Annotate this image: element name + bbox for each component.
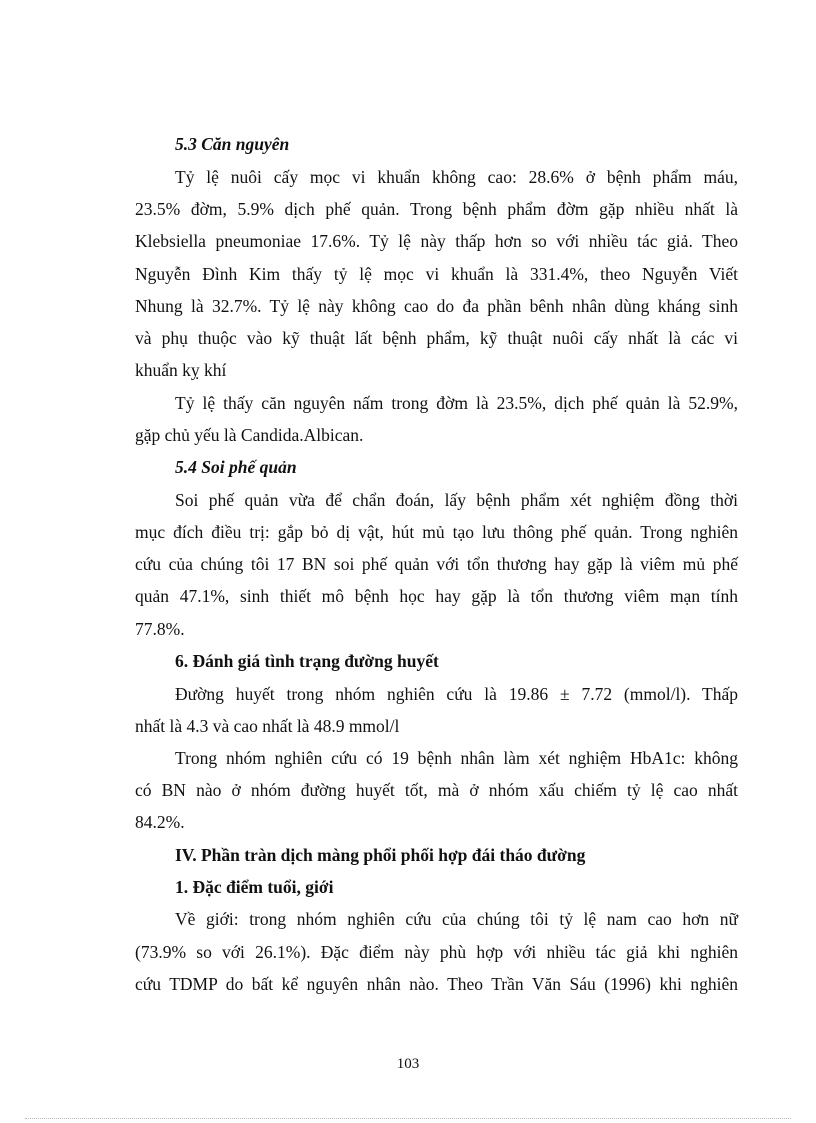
paragraph-line: Trong nhóm nghiên cứu có 19 bệnh nhân làm xét nghiệm HbA1c: không [175,748,738,768]
page-number: 103 [396,1056,420,1072]
paragraph-line: 23.5% đờm, 5.9% dịch phế quản. Trong bệnh phẩm đờm gặp nhiều nhất là [135,199,738,219]
section-heading-5-4: 5.4 Soi phế quản [175,457,297,477]
paragraph-line: cứu TDMP do bất kể nguyên nhân nào. Theo Trần Văn Sáu (1996) khi nghiên [135,974,738,994]
paragraph-line: Tỷ lệ thấy căn nguyên nấm trong đờm là 23.5%, dịch phế quản là 52.9%, [175,393,738,413]
section-heading-5-3: 5.3 Căn nguyên [175,134,290,154]
paragraph-line: và phụ thuộc vào kỹ thuật lất bệnh phẩm, kỹ thuật nuôi cấy nhất là các vi [135,328,738,348]
page-bottom-rule [25,1118,791,1119]
paragraph-line: (73.9% so với 26.1%). Đặc điểm này phù hợp với nhiều tác giả khi nghiên [135,942,738,962]
paragraph-line: 77.8%. [135,619,185,639]
paragraph-line: gặp chủ yếu là Candida.Albican. [135,425,364,445]
paragraph-line: 84.2%. [135,812,185,832]
paragraph-line: nhất là 4.3 và cao nhất là 48.9 mmol/l [135,716,400,736]
paragraph-line: Soi phế quản vừa để chẩn đoán, lấy bệnh phẩm xét nghiệm đồng thời [175,490,738,510]
paragraph-line: Về giới: trong nhóm nghiên cứu của chúng tôi tỷ lệ nam cao hơn nữ [175,909,738,929]
paragraph-line: Đường huyết trong nhóm nghiên cứu là 19.86 ± 7.72 (mmol/l). Thấp [175,684,738,704]
paragraph-line: cứu của chúng tôi 17 BN soi phế quản với tổn thương hay gặp là viêm mủ phế [135,554,738,574]
paragraph-line: khuẩn kỵ khí [135,360,227,380]
section-heading-1: 1. Đặc điểm tuổi, giới [175,877,334,897]
paragraph-line: Nhung là 32.7%. Tỷ lệ này không cao do đa phần bênh nhân dùng kháng sinh [135,296,738,316]
paragraph-line: mục đích điều trị: gắp bỏ dị vật, hút mủ tạo lưu thông phế quản. Trong nghiên [135,522,738,542]
paragraph-line: Tỷ lệ nuôi cấy mọc vi khuẩn không cao: 28.6% ở bệnh phẩm máu, [175,167,738,187]
paragraph-line: Klebsiella pneumoniae 17.6%. Tỷ lệ này thấp hơn so với nhiều tác giả. Theo [135,231,738,251]
paragraph-line: có BN nào ở nhóm đường huyết tốt, mà ở nhóm xấu chiếm tỷ lệ cao nhất [135,780,738,800]
paragraph-line: Nguyễn Đình Kim thấy tỷ lệ mọc vi khuẩn là 331.4%, theo Nguyễn Viết [135,264,738,284]
paragraph-line: quản 47.1%, sinh thiết mô bệnh học hay gặp là tổn thương viêm mạn tính [135,586,738,606]
section-heading-6: 6. Đánh giá tình trạng đường huyết [175,651,439,671]
section-heading-iv: IV. Phần tràn dịch màng phổi phối hợp đái tháo đường [175,845,586,865]
